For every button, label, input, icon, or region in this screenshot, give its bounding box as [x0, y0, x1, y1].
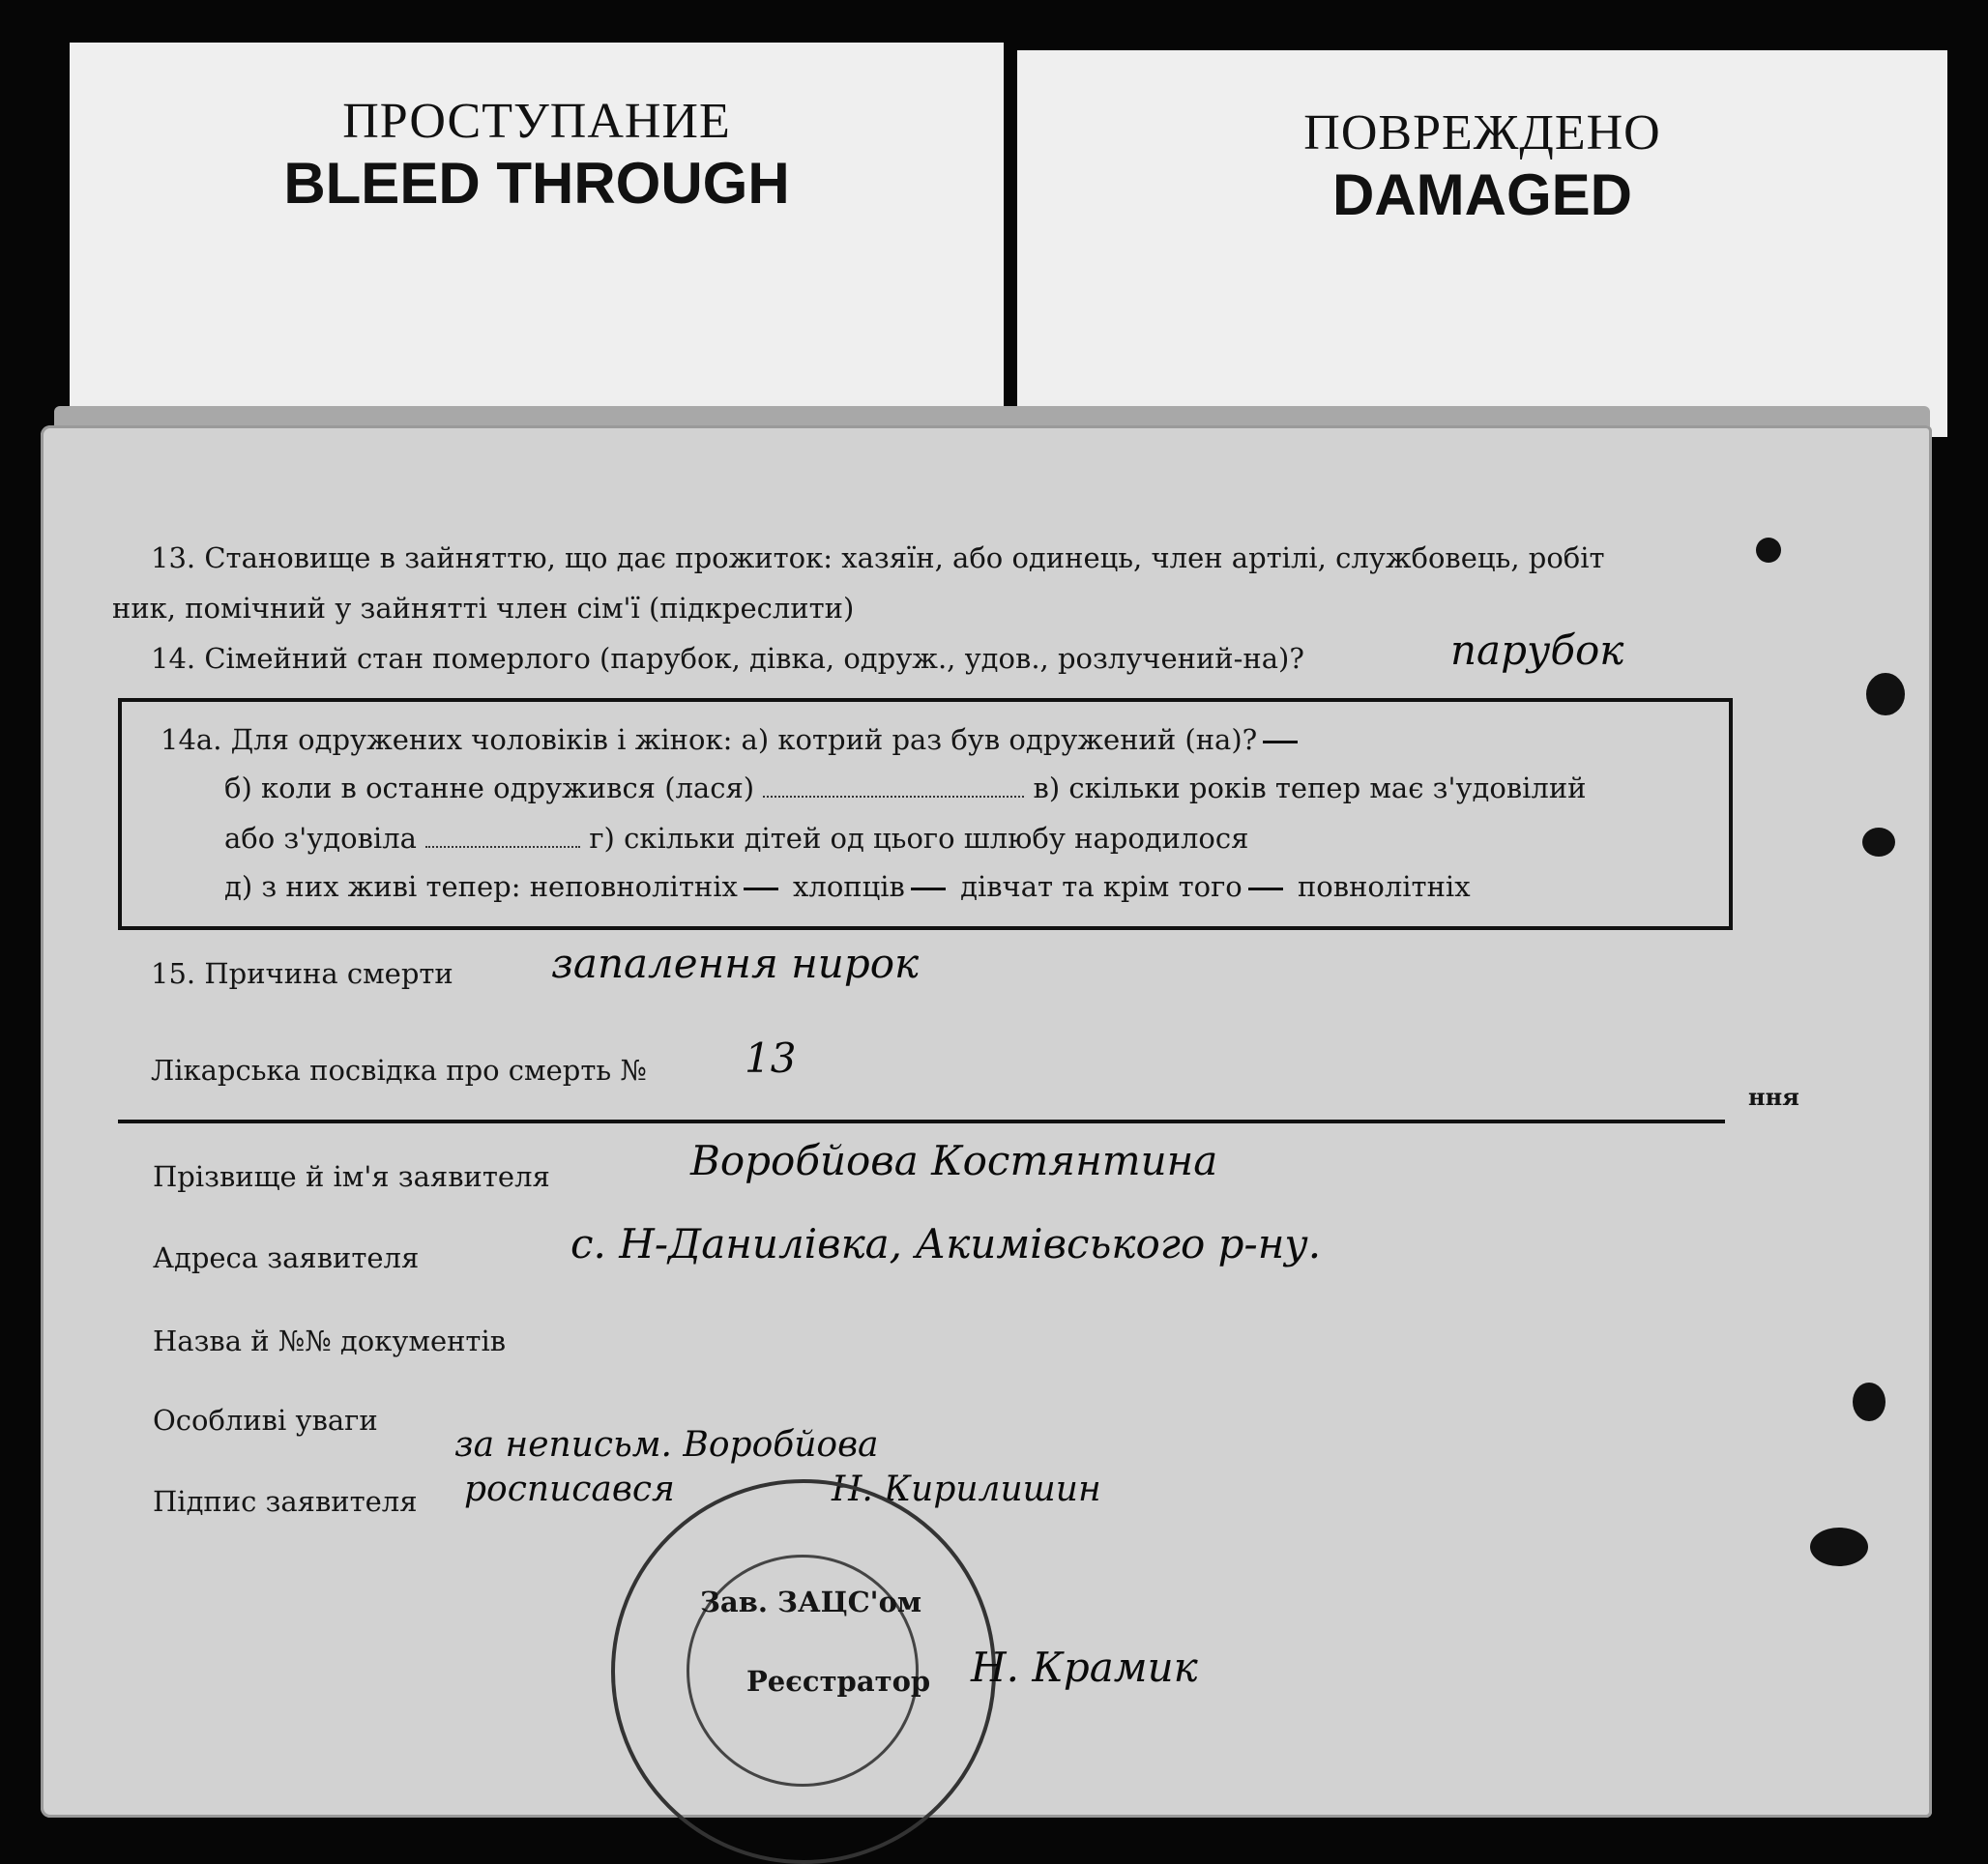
- q14a-dots: [425, 827, 580, 848]
- applicant-address-label: Адреса заявителя: [153, 1241, 420, 1274]
- q14a-line1-text: 14а. Для одружених чоловіків і жінок: а) котрий раз був одружений (на)?: [161, 723, 1258, 756]
- notes-label: Особливі уваги: [153, 1404, 378, 1437]
- damaged-label-card: [1017, 50, 1947, 437]
- q14a-line2: [224, 772, 1587, 804]
- signature-answer-line2: росписався: [464, 1470, 675, 1509]
- bleed-through-label-ru: ПРОСТУПАНИЕ: [342, 94, 731, 149]
- q14a-dots: [763, 776, 1024, 798]
- q14a-dash: [1248, 888, 1283, 890]
- q13-prefix: 13. Становище в зайняттю, що дає прожиток:: [151, 541, 833, 574]
- certificate-answer: 13: [745, 1034, 797, 1082]
- certificate-label: Лікарська посвідка про смерть №: [151, 1054, 647, 1087]
- damaged-label-ru: ПОВРЕЖДЕНО: [1303, 105, 1661, 160]
- signature-answer-line1: за неписьм. Воробйова: [454, 1425, 879, 1465]
- damage-hole: [1810, 1528, 1868, 1566]
- section-divider: [118, 1120, 1725, 1123]
- q14a-dash: [744, 888, 778, 890]
- q14a-line3-a: або з'удовіла: [224, 822, 417, 855]
- damaged-label-en: DAMAGED: [1332, 162, 1632, 227]
- q14a-line4: [224, 870, 1471, 903]
- punch-hole: [1862, 828, 1895, 857]
- punch-hole: [1866, 673, 1905, 715]
- q14a-dash: [1263, 741, 1298, 743]
- q14a-line4-c: дівчат та крім того: [960, 870, 1242, 903]
- applicant-name-label: Прізвище й ім'я заявителя: [153, 1160, 550, 1193]
- q14a-line2-a: б) коли в останне одружився (лася): [224, 772, 755, 804]
- damage-hole: [1756, 538, 1781, 563]
- q15-answer: запалення нирок: [551, 940, 920, 987]
- q14a-dash: [911, 888, 946, 890]
- applicant-address-answer: с. Н-Данилівка, Акимівського р-ну.: [570, 1220, 1322, 1267]
- q14a-line2-b: в) скільки років тепер має з'удовілий: [1033, 772, 1587, 804]
- q13-options: хазяїн, або одинець, член артілі, службовець, робіт: [841, 541, 1605, 574]
- registrar-signature: Н. Крамик: [971, 1644, 1198, 1691]
- q13-line1: [151, 541, 1605, 574]
- q14a-line3-b: г) скільки дітей од цього шлюбу народилося: [589, 822, 1249, 855]
- q14a-line1: [161, 723, 1303, 756]
- q13-line2: ник, помічний у зайнятті член сім'ї (підкреслити): [112, 592, 855, 625]
- q15-label: 15. Причина смерти: [151, 957, 453, 990]
- registrar-label: Реєстратор: [746, 1665, 931, 1698]
- bleed-through-label-card: [70, 43, 1004, 449]
- q14a-line4-d: повнолітніх: [1297, 870, 1471, 903]
- q14a-line4-a: д) з них живі тепер: неповнолітніх: [224, 870, 738, 903]
- q14a-line3: [224, 822, 1248, 855]
- torn-fragment-text: ння: [1748, 1083, 1799, 1111]
- applicant-signature: Н. Кирилишин: [832, 1470, 1101, 1509]
- documents-label: Назва й №№ документів: [153, 1325, 507, 1357]
- applicant-name-answer: Воробйова Костянтина: [690, 1137, 1218, 1184]
- signature-label: Підпис заявителя: [153, 1485, 418, 1518]
- bleed-through-label-en: BLEED THROUGH: [283, 151, 790, 216]
- q14a-line4-b: хлопців: [793, 870, 905, 903]
- q14-answer: парубок: [1450, 626, 1624, 674]
- q14-label: 14. Сімейний стан померлого (парубок, дівка, одруж., удов., розлучений-на)?: [151, 642, 1304, 675]
- punch-hole: [1853, 1383, 1886, 1421]
- head-label: Зав. ЗАЦС'ом: [700, 1586, 922, 1618]
